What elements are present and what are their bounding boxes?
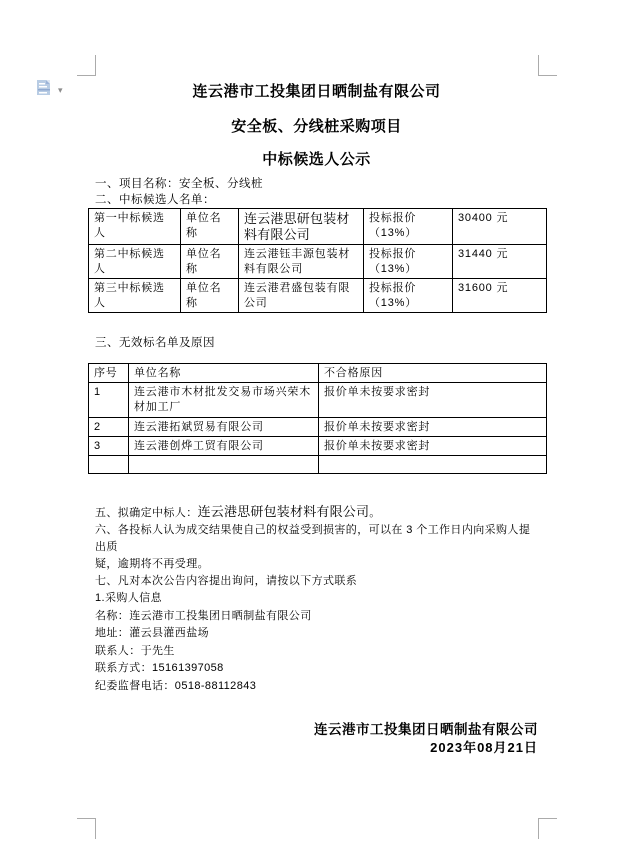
project-title: 安全板、分线桩采购项目 [231, 118, 402, 135]
section-5-winner [95, 504, 538, 522]
buyer-phone: 联系方式：15161397058 [95, 662, 224, 674]
price-label-cell: 投标报价（13%） [364, 279, 453, 313]
company-title: 连云港市工投集团日晒制盐有限公司 [192, 83, 441, 100]
document-content [95, 75, 538, 757]
text-boundary-mark-bottom-right [538, 818, 557, 839]
company-cell: 连云港拓斌贸易有限公司 [129, 418, 319, 437]
buyer-name: 名称：连云港市工投集团日晒制盐有限公司 [95, 609, 312, 622]
row-no-cell: 2 [89, 418, 129, 437]
section-1-project-name: 一、项目名称：安全板、分线桩 [95, 178, 263, 190]
section-6-objection-line-1: 六、各投标人认为成交结果使自己的权益受到损害的，可以在 3 个工作日内向采购人提出质 [95, 524, 531, 553]
reason-cell: 报价单未按要求密封 [319, 383, 547, 418]
paste-options-button[interactable] [36, 79, 63, 101]
row-no-cell [89, 456, 129, 474]
winner-suffix: 。 [369, 507, 381, 519]
supervision-phone: 纪委监督电话：0518-88112843 [95, 679, 257, 692]
table-row [89, 245, 547, 279]
winner-company: 连云港思研包装材料有限公司 [197, 504, 370, 519]
announcement-title: 中标候选人公示 [262, 151, 371, 168]
candidate-company-cell: 连云港钰丰源包装材料有限公司 [239, 245, 364, 279]
footer-date: 2023年08月21日 [430, 740, 538, 755]
buyer-info-block [95, 590, 538, 695]
candidate-company-cell: 连云港思研包装材料有限公司 [239, 209, 364, 245]
text-boundary-mark-top-left [77, 55, 96, 76]
candidate-company-cell: 连云港君盛包装有限公司 [239, 279, 364, 313]
table-row-empty [89, 456, 547, 474]
candidate-rank-cell: 第三中标候选人 [89, 279, 181, 313]
table-row [89, 279, 547, 313]
buyer-contact-person: 联系人：于先生 [95, 644, 175, 657]
price-label-cell: 投标报价（13%） [364, 245, 453, 279]
reason-cell [319, 456, 547, 474]
signature-block [95, 721, 538, 757]
candidate-rank-cell: 第二中标候选人 [89, 245, 181, 279]
table-header-row [89, 364, 547, 383]
reason-cell: 报价单未按要求密封 [319, 437, 547, 456]
table-row [89, 437, 547, 456]
table-row [89, 418, 547, 437]
buyer-info-heading: 1.采购人信息 [95, 592, 162, 604]
column-header-reason: 不合格原因 [319, 364, 547, 383]
section-3-invalid-bids-label: 三、无效标名单及原因 [95, 337, 215, 349]
winner-prefix: 五、拟确定中标人： [95, 507, 198, 519]
buyer-address: 地址：灌云县灌西盐场 [95, 627, 209, 639]
column-header-company: 单位名称 [129, 364, 319, 383]
candidate-rank-cell: 第一中标候选人 [89, 209, 181, 245]
unit-label-cell: 单位名称 [181, 279, 239, 313]
row-no-cell: 1 [89, 383, 129, 418]
price-value-cell: 31600 元 [453, 279, 547, 313]
text-boundary-mark-bottom-left [77, 818, 96, 839]
row-no-cell: 3 [89, 437, 129, 456]
price-value-cell: 31440 元 [453, 245, 547, 279]
section-6-objection-line-2: 疑，逾期将不再受理。 [95, 558, 209, 570]
section-7-contact-note: 七、凡对本次公告内容提出询问，请按以下方式联系 [95, 575, 358, 587]
table-row [89, 383, 547, 418]
text-boundary-mark-top-right [538, 55, 557, 76]
price-value-cell: 30400 元 [453, 209, 547, 245]
table-row [89, 209, 547, 245]
invalid-bids-table [88, 363, 547, 474]
company-cell: 连云港市木材批发交易市场兴荣木材加工厂 [129, 383, 319, 418]
clipboard-paste-icon [36, 79, 54, 101]
unit-label-cell: 单位名称 [181, 209, 239, 245]
footer-company: 连云港市工投集团日晒制盐有限公司 [314, 722, 538, 737]
reason-cell: 报价单未按要求密封 [319, 418, 547, 437]
section-2-candidate-list-label: 二、中标候选人名单： [95, 194, 215, 206]
unit-label-cell: 单位名称 [181, 245, 239, 279]
company-cell [129, 456, 319, 474]
column-header-no: 序号 [89, 364, 129, 383]
bid-candidates-table [88, 208, 547, 313]
company-cell: 连云港创烨工贸有限公司 [129, 437, 319, 456]
chevron-down-icon: ▾ [58, 84, 63, 95]
price-label-cell: 投标报价（13%） [364, 209, 453, 245]
